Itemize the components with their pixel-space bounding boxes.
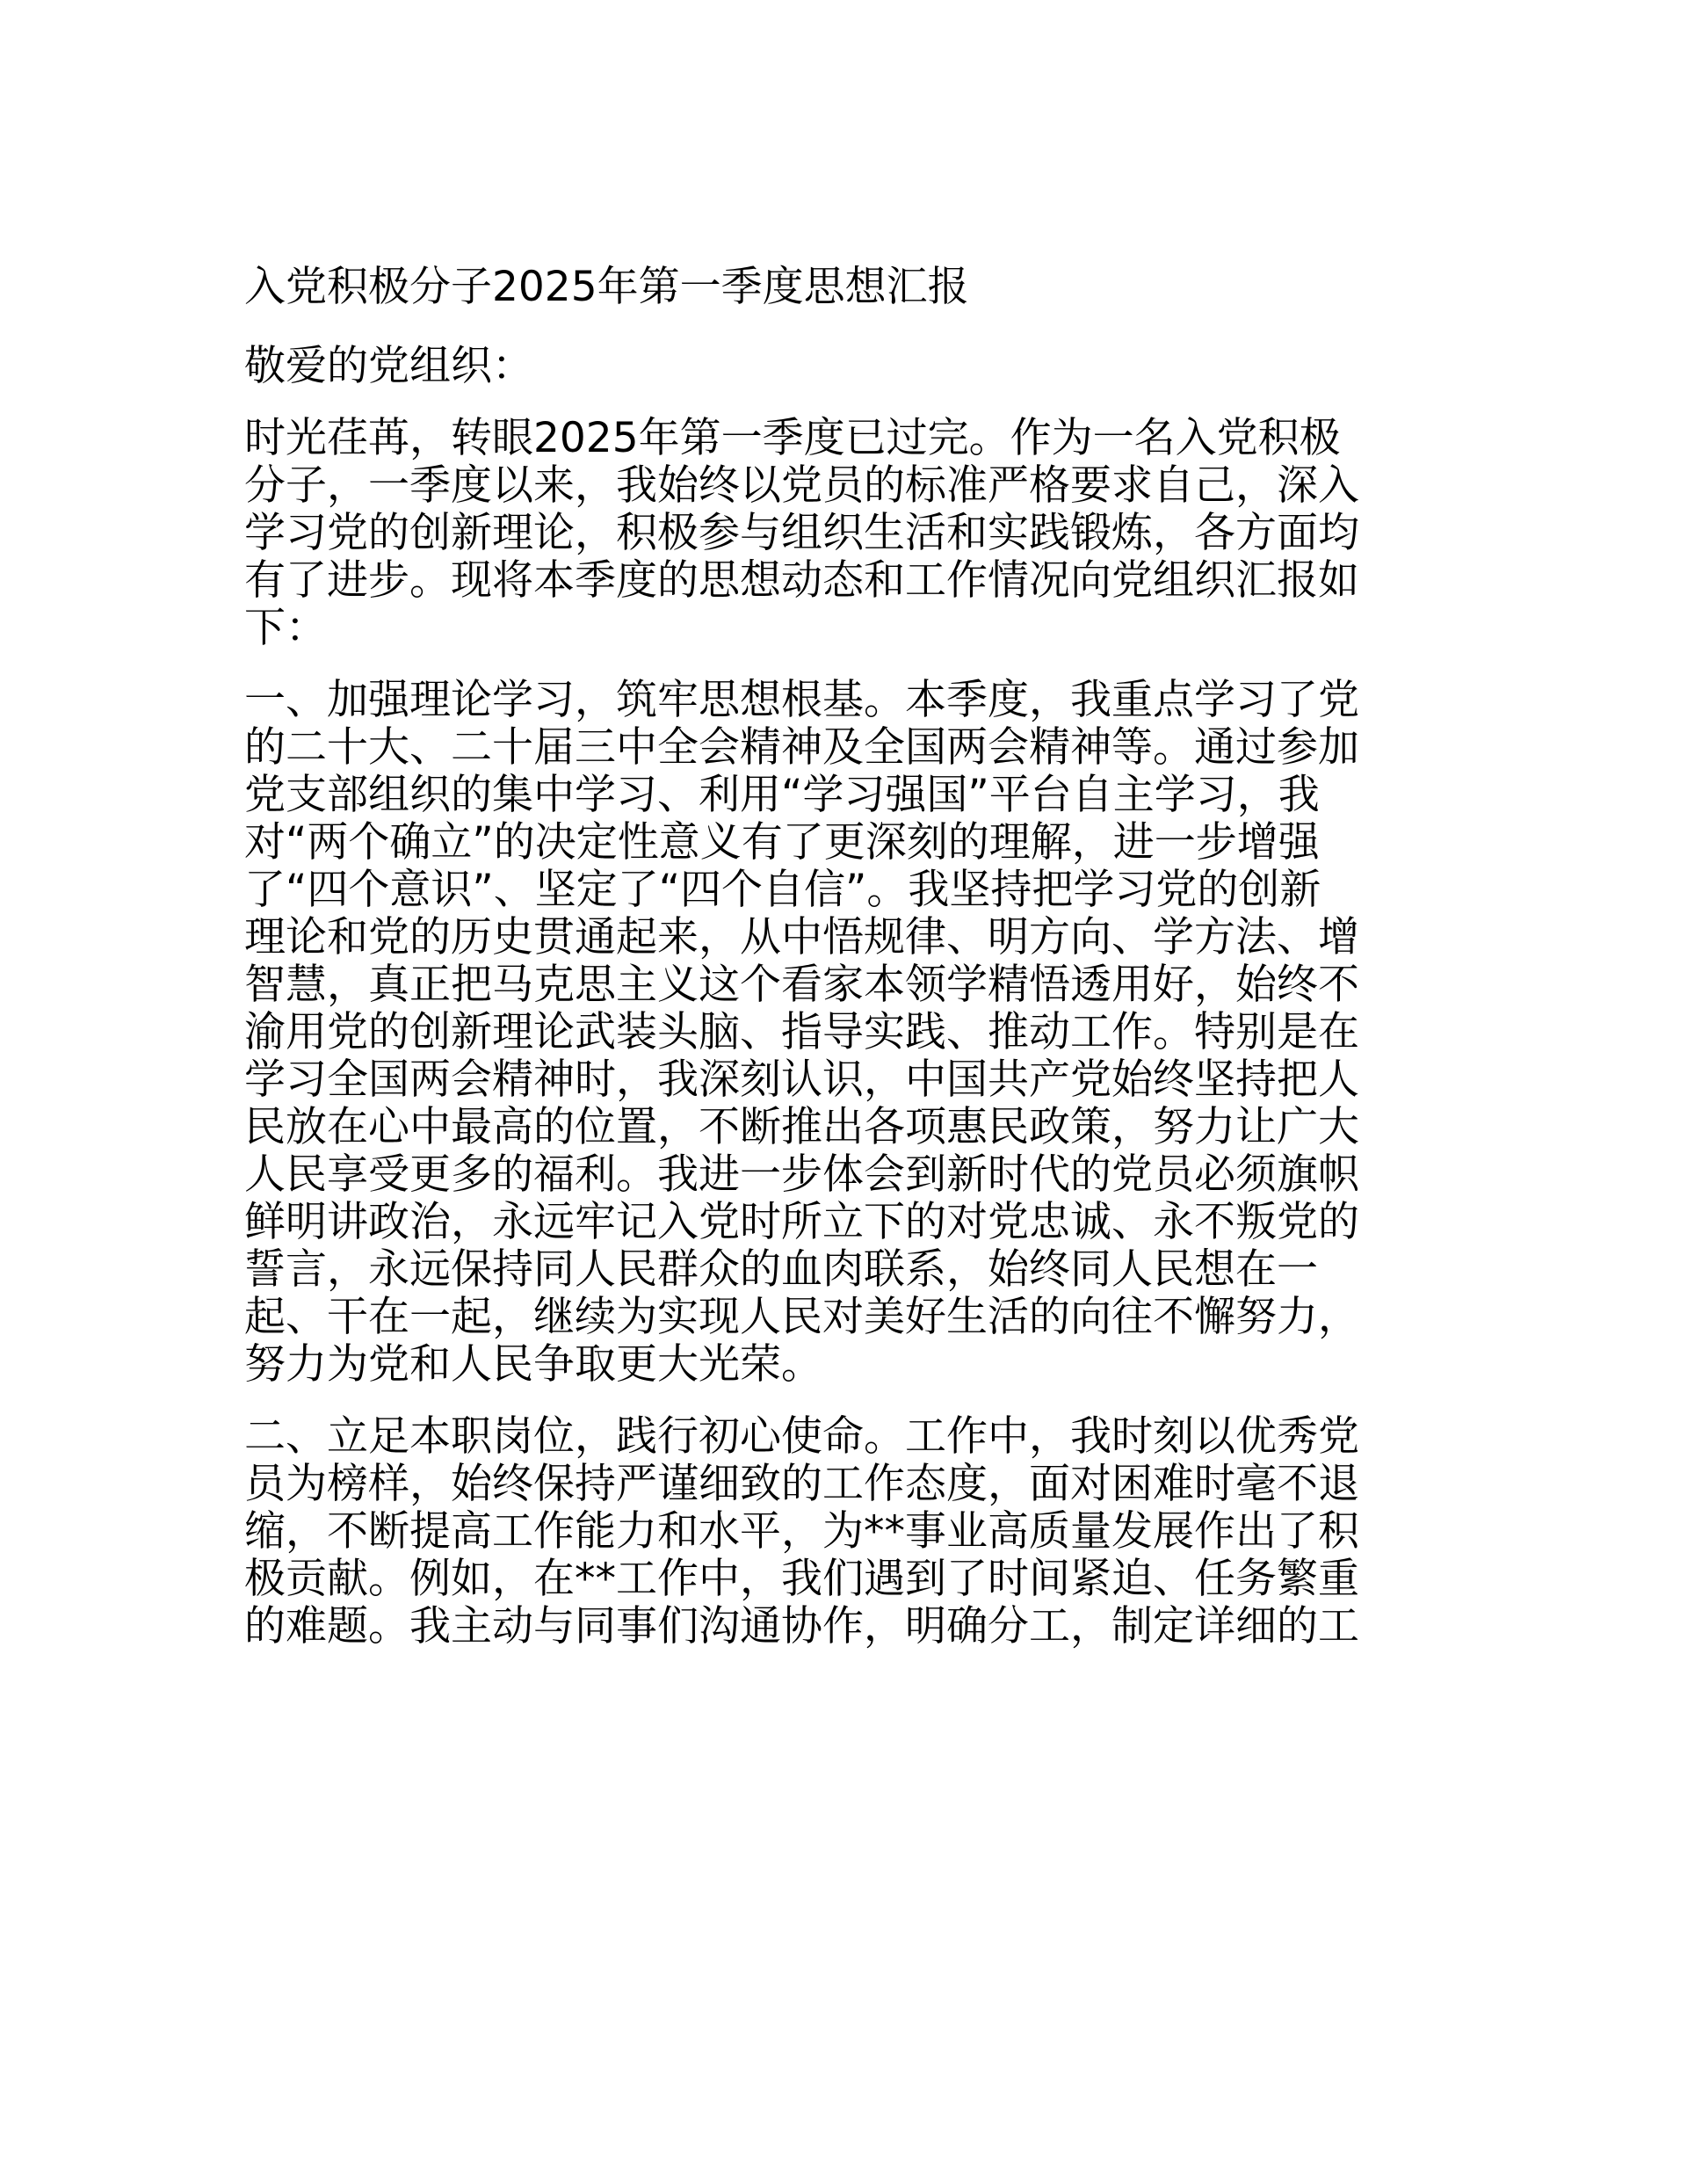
paragraph-line: 誓言，永远保持同人民群众的血肉联系，始终同人民想在一 [244,1245,1318,1294]
paragraph [244,1413,1448,1651]
paragraph-line: 缩，不断提高工作能力和水平，为**事业高质量发展作出了积 [244,1507,1359,1556]
paragraph-line: 有了进步。现将本季度的思想动态和工作情况向党组织汇报如 [244,556,1359,605]
paragraph-line: 民放在心中最高的位置，不断推出各项惠民政策，努力让广大 [244,1103,1359,1151]
document-body [244,264,1448,1675]
paragraph-line: 了“四个意识”、坚定了“四个自信”。我坚持把学习党的创新 [244,866,1321,914]
paragraph-line: 分子，一季度以来，我始终以党员的标准严格要求自己，深入 [244,461,1359,510]
salutation: 敬爱的党组织： [244,342,533,390]
paragraph-line: 时光荏苒，转眼2025年第一季度已过完。作为一名入党积极 [244,414,1341,462]
paragraph-line: 渝用党的创新理论武装头脑、指导实践、推动工作。特别是在 [244,1008,1359,1056]
paragraph-line: 党支部组织的集中学习、利用“学习强国”平台自主学习，我 [244,771,1320,819]
paragraph-line: 学习全国两会精神时，我深刻认识，中国共产党始终坚持把人 [244,1056,1359,1104]
paragraph-line: 学习党的创新理论，积极参与组织生活和实践锻炼，各方面均 [244,509,1359,557]
paragraph-line: 下： [244,604,327,652]
paragraph-line: 极贡献。例如，在**工作中，我们遇到了时间紧迫、任务繁重 [244,1555,1359,1603]
paragraph-line: 理论和党的历史贯通起来，从中悟规律、明方向、学方法、增 [244,913,1359,961]
paragraph-line: 智慧，真正把马克思主义这个看家本领学精悟透用好，始终不 [244,961,1359,1009]
paragraph-line: 一、加强理论学习，筑牢思想根基。本季度，我重点学习了党 [244,676,1359,724]
paragraph-list [244,415,1448,1651]
paragraph-line: 员为榜样，始终保持严谨细致的工作态度，面对困难时毫不退 [244,1460,1359,1508]
paragraph [244,415,1448,652]
paragraph-line: 的二十大、二十届三中全会精神及全国两会精神等。通过参加 [244,723,1359,772]
paragraph-line: 努力为党和人民争取更大光荣。 [244,1340,822,1389]
document-title: 入党积极分子2025年第一季度思想汇报 [244,263,969,311]
paragraph-line: 鲜明讲政治，永远牢记入党时所立下的对党忠诚、永不叛党的 [244,1198,1359,1246]
paragraph-line: 对“两个确立”的决定性意义有了更深刻的理解，进一步增强 [244,818,1320,867]
paragraph-line: 起、干在一起，继续为实现人民对美好生活的向往不懈努力， [244,1293,1359,1341]
paragraph-line: 的难题。我主动与同事们沟通协作，明确分工，制定详细的工 [244,1602,1359,1651]
paragraph-line: 人民享受更多的福利。我进一步体会到新时代的党员必须旗帜 [244,1150,1359,1199]
paragraph-line: 二、立足本职岗位，践行初心使命。工作中，我时刻以优秀党 [244,1412,1359,1461]
paragraph [244,677,1448,1389]
